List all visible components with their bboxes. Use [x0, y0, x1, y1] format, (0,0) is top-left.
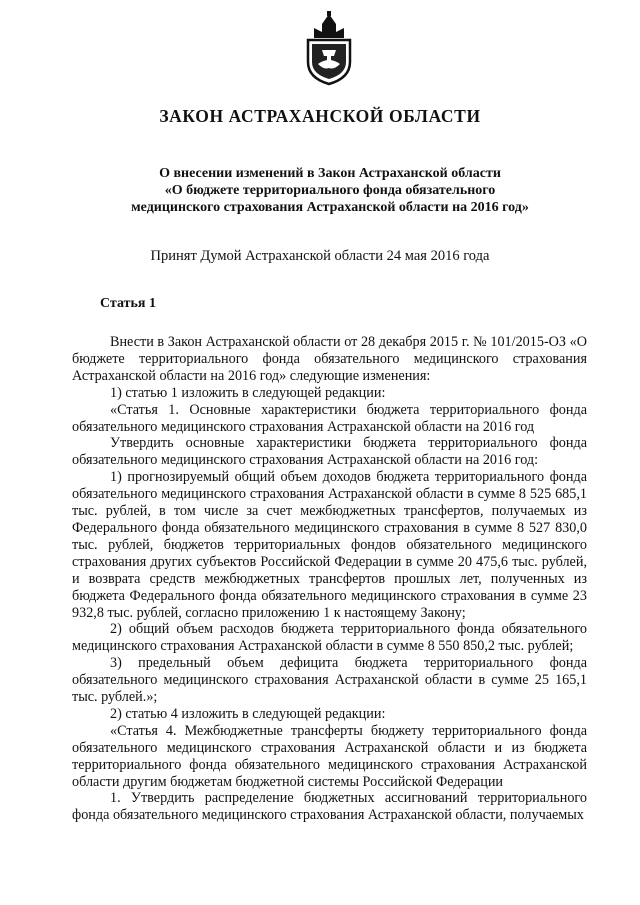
paragraph: 1. Утвердить распределение бюджетных ассигнований территориального фонда обязательного медицинского страхования Астраханской области, получаемых — [72, 790, 587, 824]
paragraph: 2) общий объем расходов бюджета территориального фонда обязательного медицинского страхования Астраханской области в сумме 8 550 850,2 тыс. рублей; — [72, 621, 587, 655]
paragraph: «Статья 1. Основные характеристики бюджета территориального фонда обязательного медицинского страхования Астраханской области на 2016 год — [72, 401, 587, 435]
paragraph: 1) прогнозируемый общий объем доходов бюджета территориального фонда обязательного медицинского страхования Астраханской области в сумме 8 525 685,1 тыс. рублей, в том числе за счет межбюджетных трансфертов, получаемых из Федерального фонда обязательного медицинского страхования в сумме 8 527 830,0 тыс. рублей, бюджетов территориальных фондов обязательного медицинского страхования других субъектов Российской Федерации в сумме 20 475,6 тыс. рублей, и возврата средств межбюджетных трансфертов прошлых лет, полученных из бюджета Федерального фонда обязательного медицинского страхования в сумме 23 932,8 тыс. рублей, согласно приложению 1 к настоящему Закону; — [72, 469, 587, 621]
paragraph: 1) статью 1 изложить в следующей редакции: — [110, 384, 386, 401]
subtitle-line: О внесении изменений в Закон Астраханской области — [159, 166, 501, 181]
law-title: ЗАКОН АСТРАХАНСКОЙ ОБЛАСТИ — [159, 106, 481, 126]
subtitle-line: медицинского страхования Астраханской области на 2016 год» — [131, 200, 529, 215]
subtitle-line: «О бюджете территориального фонда обязательного — [164, 183, 496, 198]
paragraph: Утвердить основные характеристики бюджета территориального фонда обязательного медицинского страхования Астраханской области на 2016 год: — [72, 435, 587, 469]
paragraph: 2) статью 4 изложить в следующей редакции: — [110, 705, 386, 722]
article-heading: Статья 1 — [100, 296, 156, 311]
astrakhan-coat-of-arms-icon — [296, 10, 362, 86]
paragraph: Внести в Закон Астраханской области от 28 декабря 2015 г. № 101/2015-ОЗ «О бюджете территориального фонда обязательного медицинского страхования Астраханской области на 2016 год» следующие изменения: — [72, 334, 587, 384]
law-subtitle — [60, 165, 600, 216]
article-body — [72, 334, 587, 824]
adoption-date: Принят Думой Астраханской области 24 мая 2016 года — [150, 248, 490, 264]
paragraph: 3) предельный объем дефицита бюджета территориального фонда обязательного медицинского страхования Астраханской области в сумме 25 165,1 тыс. рублей.»; — [72, 655, 587, 706]
paragraph: «Статья 4. Межбюджетные трансферты бюджету территориального фонда обязательного медицинского страхования Астраханской области и из бюджета территориального фонда обязательного медицинского страхования Астраханской области другим бюджетам бюджетной системы Российской Федерации — [72, 722, 587, 790]
